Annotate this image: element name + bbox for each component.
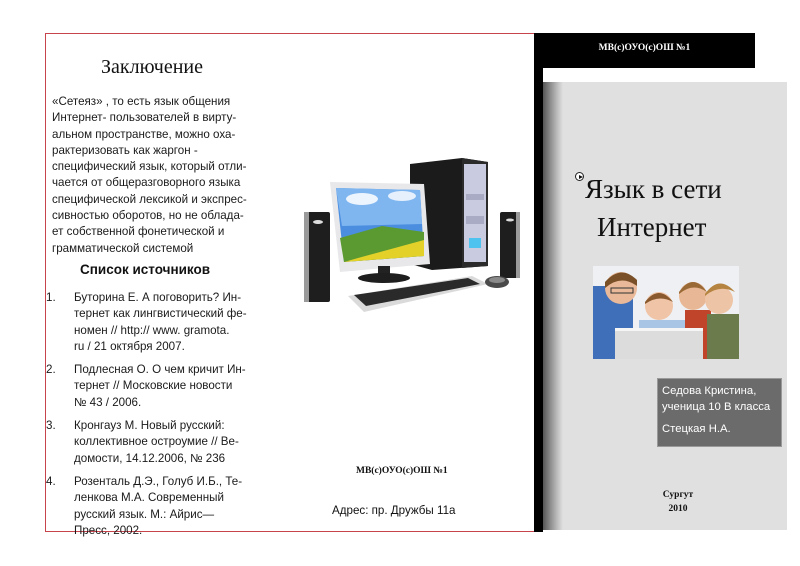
source-line: № 43 / 2006. <box>74 395 142 409</box>
conclusion-heading: Заключение <box>101 56 203 78</box>
cover-title <box>575 170 775 246</box>
author-box <box>657 378 782 447</box>
source-text <box>74 474 251 539</box>
source-number: 3. <box>46 419 56 433</box>
source-number: 2. <box>46 363 56 377</box>
conclusion-line: чается от общеразговорного языка <box>52 176 241 190</box>
source-item <box>46 418 251 467</box>
source-line: тернет как лингвистический фе- <box>74 307 247 321</box>
source-line: Кронгауз М. Новый русский: <box>74 419 225 433</box>
conclusion-line: специфической лексикой и экспрес- <box>52 192 247 206</box>
cover-header-school: МВ(с)ОУО(с)ОШ №1 <box>598 42 691 53</box>
source-number: 4. <box>46 474 56 488</box>
source-line: тернет // Московские новости <box>74 379 233 393</box>
source-number: 1. <box>46 291 56 304</box>
sources-heading: Список источников <box>80 262 211 277</box>
source-item <box>46 474 251 539</box>
conclusion-line: рактеризовать как жаргон - <box>52 143 198 157</box>
source-item <box>46 290 251 355</box>
fold-divider <box>534 33 543 532</box>
source-line: Буторина Е. А поговорить? Ин- <box>74 291 242 304</box>
source-item <box>46 362 251 411</box>
cover-top-strip <box>543 68 787 82</box>
source-line: ru / 21 октября 2007. <box>74 339 185 353</box>
source-line: номен // http:// www. gramota. <box>74 323 230 337</box>
conclusion-line: специфический язык, который отли- <box>52 160 247 174</box>
author-name: Седова Кристина, <box>662 385 757 397</box>
desktop-computer-image <box>292 154 532 324</box>
source-line: коллективное остроумие // Ве- <box>74 435 239 449</box>
source-line: Розенталь Д.Э., Голуб И.Б., Те- <box>74 474 243 488</box>
city-name: Сургут <box>662 490 694 500</box>
author-class: ученица 10 В класса <box>662 401 771 413</box>
conclusion-line: альном пространстве, можно оха- <box>52 127 236 141</box>
conclusion-text <box>52 94 262 257</box>
cover-header <box>534 33 755 68</box>
source-line: Подлесная О. О чем кричит Ин- <box>74 363 246 377</box>
conclusion-line: грамматической системой <box>52 241 194 255</box>
cover-panel <box>543 82 787 530</box>
source-line: Пресс, 2002. <box>74 523 143 537</box>
conclusion-line: сивностью оборотов, но не облада- <box>52 209 244 223</box>
source-line: домости, 14.12.2006, № 236 <box>74 451 226 465</box>
inner-page-panel <box>45 33 536 537</box>
cover-title-line2: Интернет <box>597 212 707 242</box>
conclusion-line: «Сетеяз» , то есть язык общения <box>52 95 231 108</box>
source-text <box>74 418 251 467</box>
city-year <box>643 488 713 516</box>
sources-list <box>46 290 251 546</box>
conclusion-line: Интернет- пользователей в вирту- <box>52 111 237 125</box>
school-name: МВ(с)ОУО(с)ОШ №1 <box>356 466 448 476</box>
teenagers-photo <box>593 266 739 359</box>
conclusion-line: ет собственной фонетической и <box>52 225 225 239</box>
source-line: русский язык. М.: Айрис— <box>74 507 215 521</box>
address-text: Адрес: пр. Дружбы 11а <box>332 504 456 517</box>
teacher-name: Стецкая Н.А. <box>662 423 731 435</box>
cover-title-line1: Язык в сети <box>585 174 722 204</box>
cover-shadow <box>543 82 563 530</box>
source-line: ленкова М.А. Современный <box>74 491 224 505</box>
source-text <box>74 362 251 411</box>
source-text <box>74 290 251 355</box>
year: 2010 <box>668 504 688 514</box>
